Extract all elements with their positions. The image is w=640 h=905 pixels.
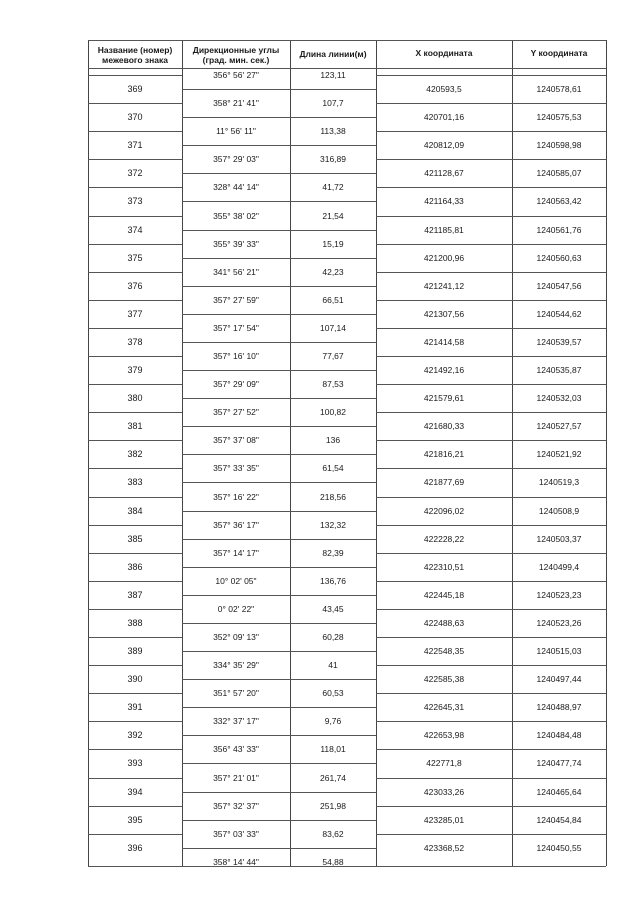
point-name: 381 (127, 421, 143, 432)
segment-angle: 328° 44' 14" (213, 182, 259, 193)
row-separator (376, 468, 606, 469)
segment-length: 43,45 (322, 603, 344, 614)
header-angle: Дирекционные углы (град. мин. сек.) (192, 45, 280, 65)
row-separator (88, 468, 182, 469)
row-separator (88, 187, 182, 188)
segment-length: 15,19 (322, 238, 344, 249)
row-separator (88, 103, 182, 104)
point-y: 1240532,03 (536, 393, 582, 404)
segment-length: 42,23 (322, 266, 344, 277)
row-separator (182, 679, 376, 680)
segment-angle: 357° 27' 59" (213, 294, 259, 305)
point-x: 422645,31 (423, 702, 465, 713)
point-x: 420812,09 (423, 140, 465, 151)
point-y: 1240454,84 (536, 814, 582, 825)
row-separator (376, 525, 606, 526)
row-separator (88, 300, 182, 301)
point-x: 421680,33 (423, 421, 465, 432)
row-separator (376, 806, 606, 807)
row-separator (376, 216, 606, 217)
segment-length: 261,74 (320, 772, 346, 783)
row-separator (88, 328, 182, 329)
row-separator (88, 637, 182, 638)
point-name: 380 (127, 393, 143, 404)
segment-angle: 357° 32' 37" (213, 800, 259, 811)
row-separator (88, 75, 182, 76)
row-separator (182, 623, 376, 624)
point-y: 1240521,92 (536, 449, 582, 460)
point-y: 1240544,62 (536, 308, 582, 319)
point-name: 372 (127, 168, 143, 179)
segment-length: 77,67 (322, 351, 344, 361)
point-y: 1240497,44 (536, 674, 582, 685)
row-separator (88, 356, 182, 357)
row-separator (182, 651, 376, 652)
point-y: 1240523,23 (536, 589, 582, 600)
row-separator (182, 567, 376, 568)
segment-angle: 351° 57' 20" (213, 688, 259, 699)
row-separator (182, 258, 376, 259)
point-name: 371 (127, 140, 143, 151)
header-x: X координата (415, 48, 473, 58)
segment-angle: 357° 14' 17" (213, 547, 259, 558)
point-name: 394 (127, 786, 143, 797)
point-y: 1240499,4 (538, 561, 580, 572)
row-separator (182, 370, 376, 371)
row-separator (182, 595, 376, 596)
segment-angle: 357° 03' 33" (213, 828, 259, 839)
segment-length: 100,82 (320, 407, 346, 418)
point-x: 422548,35 (423, 646, 465, 656)
segment-angle: 358° 21' 41" (213, 98, 259, 109)
segment-length: 316,89 (320, 154, 346, 165)
segment-length: 66,51 (322, 294, 344, 305)
point-x: 421579,61 (423, 393, 465, 404)
point-y: 1240539,57 (536, 336, 582, 347)
row-separator (182, 848, 376, 849)
point-name: 384 (127, 505, 143, 516)
row-separator (376, 75, 606, 76)
segment-angle: 355° 38' 02" (213, 210, 259, 221)
segment-length: 83,62 (322, 828, 344, 839)
segment-length: 41 (328, 660, 338, 671)
point-x: 421128,67 (424, 168, 464, 179)
row-separator (88, 834, 182, 835)
row-separator (88, 244, 182, 245)
row-separator (88, 665, 182, 666)
point-name: 373 (127, 196, 143, 207)
segment-angle: 357° 37' 08" (213, 435, 259, 446)
segment-length: 82,39 (322, 547, 344, 558)
point-y: 1240598,98 (536, 140, 582, 151)
point-name: 393 (127, 758, 143, 769)
point-y: 1240535,87 (536, 365, 582, 375)
segment-angle: 10° 02' 05" (215, 575, 257, 586)
point-name: 395 (127, 814, 143, 825)
point-name: 374 (127, 224, 143, 235)
row-separator (88, 440, 182, 441)
row-separator (88, 609, 182, 610)
point-x: 422096,02 (423, 505, 465, 516)
point-name: 392 (127, 730, 143, 741)
point-x: 422585,38 (423, 674, 465, 685)
segment-length: 87,53 (322, 379, 344, 390)
row-separator (88, 272, 182, 273)
segment-angle: 11° 56' 11" (216, 126, 256, 137)
row-separator (376, 300, 606, 301)
point-name: 376 (127, 280, 143, 291)
row-separator (182, 735, 376, 736)
point-x: 421877,69 (423, 477, 465, 488)
row-separator (376, 553, 606, 554)
point-name: 385 (127, 533, 143, 544)
segment-angle: 357° 29' 03" (213, 154, 259, 165)
row-separator (376, 440, 606, 441)
row-separator (88, 553, 182, 554)
row-separator (376, 244, 606, 245)
segment-length: 123,11 (320, 70, 346, 80)
point-y: 1240519,3 (538, 477, 580, 488)
row-separator (376, 665, 606, 666)
point-y: 1240560,63 (536, 252, 582, 263)
point-y: 1240503,37 (536, 533, 582, 544)
row-separator (182, 173, 376, 174)
header-name: Название (номер) межевого знака (97, 45, 173, 65)
row-separator (376, 637, 606, 638)
segment-length: 251,98 (320, 800, 346, 811)
segment-length: 132,32 (320, 519, 346, 530)
table-top-border (88, 40, 606, 41)
row-separator (376, 328, 606, 329)
row-separator (376, 721, 606, 722)
point-y: 1240515,03 (536, 646, 582, 656)
segment-length: 107,7 (322, 98, 344, 109)
point-y: 1240578,61 (536, 84, 582, 94)
row-separator (182, 482, 376, 483)
row-separator (182, 342, 376, 343)
point-name: 390 (127, 674, 143, 685)
row-separator (182, 426, 376, 427)
point-x: 422445,18 (423, 589, 465, 600)
row-separator (376, 778, 606, 779)
row-separator (182, 707, 376, 708)
row-separator (376, 272, 606, 273)
row-separator (376, 159, 606, 160)
segment-length: 9,76 (324, 716, 342, 727)
point-x: 423285,01 (423, 814, 465, 825)
point-y: 1240477,74 (536, 758, 582, 769)
point-x: 420701,16 (423, 112, 465, 123)
row-separator (88, 749, 182, 750)
point-name: 378 (127, 336, 143, 347)
point-x: 421816,21 (423, 449, 465, 460)
segment-angle: 357° 33' 35" (213, 463, 259, 474)
point-x: 420593,5 (426, 84, 462, 94)
segment-angle: 332° 37' 17" (213, 716, 259, 727)
point-name: 386 (127, 561, 143, 572)
row-separator (88, 497, 182, 498)
point-y: 1240547,56 (536, 280, 582, 291)
point-y: 1240575,53 (536, 112, 582, 123)
segment-angle: 357° 16' 10" (213, 351, 259, 361)
segment-angle: 355° 39' 33" (213, 238, 259, 249)
segment-length: 21,54 (322, 210, 344, 221)
point-y: 1240523,26 (536, 617, 582, 628)
header-y: Y координата (530, 48, 588, 58)
point-y: 1240508,9 (538, 505, 580, 516)
segment-angle: 357° 16' 22" (213, 491, 259, 502)
segment-angle: 0° 02' 22" (217, 603, 255, 614)
row-separator (182, 314, 376, 315)
point-name: 370 (127, 112, 143, 123)
row-separator (182, 511, 376, 512)
row-separator (88, 412, 182, 413)
point-x: 421492,16 (423, 365, 465, 375)
point-name: 387 (127, 589, 143, 600)
segment-angle: 356° 43' 33" (213, 744, 259, 755)
point-x: 421241,12 (423, 280, 465, 291)
segment-angle: 357° 29' 09" (213, 379, 259, 390)
point-name: 383 (127, 477, 143, 488)
segment-length: 136 (325, 435, 341, 446)
row-separator (88, 778, 182, 779)
point-y: 1240527,57 (536, 421, 582, 432)
point-name: 391 (127, 702, 143, 713)
point-x: 423033,26 (423, 786, 465, 797)
row-separator (182, 145, 376, 146)
segment-length: 61,54 (322, 463, 344, 474)
point-x: 422310,51 (423, 561, 465, 572)
segment-angle: 356° 56' 27" (213, 70, 259, 80)
row-separator (88, 693, 182, 694)
segment-angle: 357° 27' 52" (213, 407, 259, 418)
row-separator (376, 412, 606, 413)
segment-length: 118,01 (320, 744, 346, 755)
point-name: 375 (127, 252, 143, 263)
header-bottom-border (88, 68, 606, 69)
segment-length: 218,56 (320, 491, 346, 502)
segment-angle: 341° 56' 21" (213, 266, 259, 277)
point-y: 1240484,48 (536, 730, 582, 741)
segment-length: 136,76 (320, 575, 346, 586)
point-x: 421414,58 (423, 336, 465, 347)
point-name: 382 (127, 449, 143, 460)
point-x: 421307,56 (423, 308, 465, 319)
point-y: 1240488,97 (536, 702, 582, 713)
row-separator (182, 89, 376, 90)
row-separator (182, 454, 376, 455)
row-separator (376, 834, 606, 835)
segment-angle: 357° 17' 54" (213, 322, 259, 333)
segment-length: 107,14 (320, 322, 346, 333)
row-separator (376, 497, 606, 498)
row-separator (376, 131, 606, 132)
segment-angle: 334° 35' 29" (213, 660, 259, 671)
point-x: 422228,22 (423, 533, 465, 544)
segment-length: 60,28 (322, 632, 344, 642)
point-name: 396 (127, 842, 143, 853)
row-separator (182, 820, 376, 821)
row-separator (88, 581, 182, 582)
row-separator (88, 131, 182, 132)
row-separator (376, 356, 606, 357)
segment-length: 113,38 (320, 126, 346, 137)
point-x: 422488,63 (423, 617, 465, 628)
point-y: 1240585,07 (536, 168, 582, 179)
row-separator (88, 216, 182, 217)
point-x: 421200,96 (423, 252, 465, 263)
segment-angle: 357° 36' 17" (213, 519, 259, 530)
row-separator (182, 230, 376, 231)
point-x: 422653,98 (423, 730, 465, 741)
point-y: 1240465,64 (536, 786, 582, 797)
row-separator (182, 763, 376, 764)
segment-length: 60,53 (322, 688, 344, 699)
row-separator (88, 721, 182, 722)
point-name: 369 (127, 84, 143, 94)
point-y: 1240561,76 (536, 224, 582, 235)
row-separator (376, 749, 606, 750)
segment-length: 41,72 (322, 182, 344, 193)
point-name: 389 (127, 646, 143, 656)
row-separator (182, 398, 376, 399)
row-separator (182, 286, 376, 287)
column-border (606, 40, 607, 866)
point-y: 1240450,55 (536, 842, 582, 853)
row-separator (88, 806, 182, 807)
row-separator (376, 384, 606, 385)
point-name: 379 (127, 365, 143, 375)
row-separator (88, 384, 182, 385)
row-separator (182, 539, 376, 540)
row-separator (376, 103, 606, 104)
row-separator (376, 187, 606, 188)
point-y: 1240563,42 (536, 196, 582, 207)
point-name: 377 (127, 308, 143, 319)
row-separator (376, 693, 606, 694)
row-separator (88, 159, 182, 160)
row-separator (182, 117, 376, 118)
segment-angle: 357° 21' 01" (213, 772, 259, 783)
segment-length: 54,88 (322, 856, 344, 867)
point-x: 421164,33 (424, 196, 464, 207)
row-separator (376, 581, 606, 582)
header-length: Длина линии(м) (299, 49, 367, 59)
row-separator (376, 609, 606, 610)
point-x: 423368,52 (423, 842, 465, 853)
segment-angle: 352° 09' 13" (213, 632, 259, 642)
row-separator (88, 525, 182, 526)
point-name: 388 (127, 617, 143, 628)
row-separator (182, 201, 376, 202)
row-separator (182, 792, 376, 793)
point-x: 422771,8 (426, 758, 462, 769)
point-x: 421185,81 (424, 224, 464, 235)
segment-angle: 358° 14' 44" (213, 856, 259, 867)
